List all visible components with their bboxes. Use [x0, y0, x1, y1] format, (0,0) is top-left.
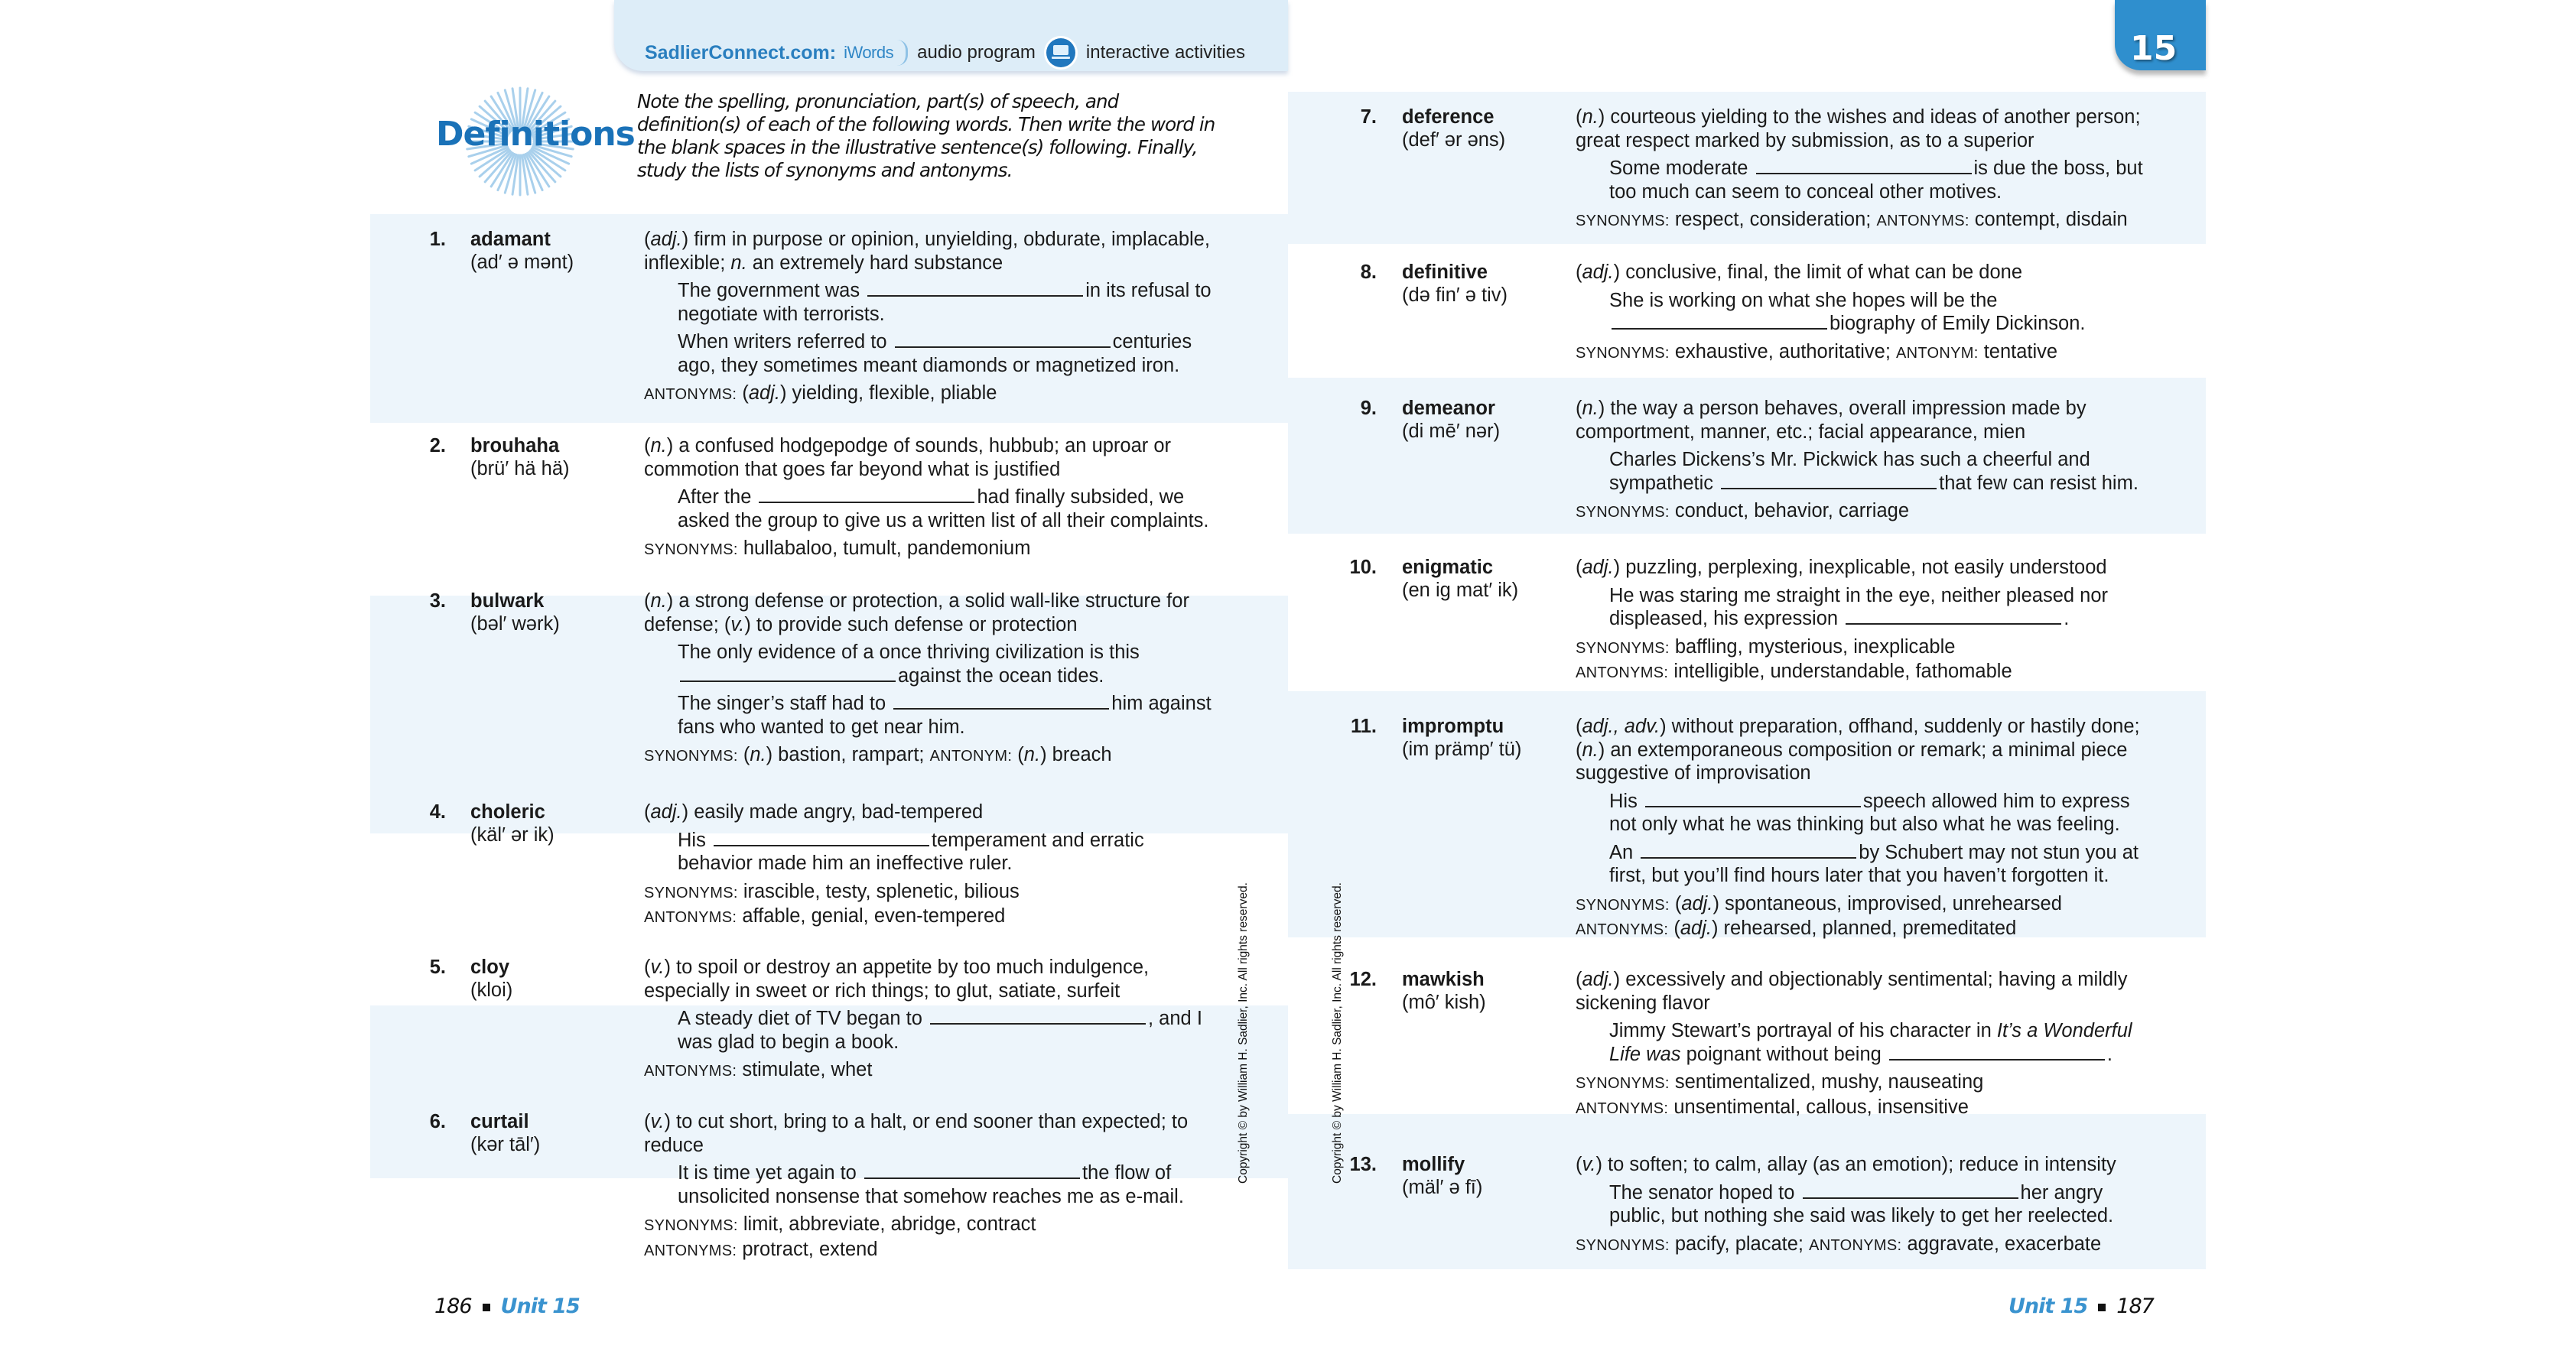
example-text: The only evidence of a once thriving civilization is this [678, 642, 1140, 663]
definition-text: conclusive, final, the limit of what can be done [1620, 261, 2023, 283]
example-text: against the ocean tides. [898, 664, 1104, 687]
text-run: baffling, mysterious, inexplicable [1669, 635, 1956, 658]
example-text: temperament and erratic behavior made him an ineffective ruler. [678, 829, 1144, 874]
example-sentence [678, 279, 1224, 326]
example-text: is due the boss, but too much can seem to conceal other motives. [1609, 158, 2143, 203]
italic-text: adj. [1680, 918, 1712, 939]
definition-block [1576, 715, 2155, 942]
part-of-speech: n. [730, 252, 747, 274]
example-text: , and I was glad to begin a book. [678, 1008, 1202, 1053]
synonyms-label: SYNONYMS: [644, 1217, 738, 1234]
part-of-speech: adj. [1582, 969, 1614, 990]
entry-number: 1. [429, 229, 446, 250]
pronunciation: (kər tāl′) [470, 1134, 541, 1155]
synonym-antonym-line [1576, 1070, 2155, 1096]
text-run: irascible, testy, splenetic, bilious [737, 880, 1020, 902]
definition-text: ) to provide such defense or protection [744, 613, 1078, 635]
entry-number: 7. [1360, 106, 1377, 128]
example-sentence [678, 692, 1224, 739]
definition-text: a strong defense or protection, a solid wall-like structure for defense; ( [644, 590, 1189, 635]
text-run: unsentimental, callous, insensitive [1668, 1096, 1969, 1118]
part-of-speech: v. [730, 613, 745, 635]
example-text: centuries ago, they sometimes meant diamonds or magnetized iron. [678, 331, 1192, 376]
definition-text: an extremely hard substance [746, 252, 1003, 274]
headword: choleric [470, 801, 545, 823]
pronunciation: (ad′ ə mənt) [470, 252, 574, 273]
example-text: An [1609, 841, 1639, 863]
part-of-speech: adj. [1582, 261, 1614, 283]
synonym-antonym-line [1576, 635, 2155, 661]
answer-blank[interactable] [864, 1176, 1080, 1179]
antonyms-label: ANTONYMS: [644, 1063, 737, 1080]
synonyms-label: SYNONYMS: [644, 748, 738, 765]
audio-program-label[interactable]: audio program [917, 42, 1036, 63]
text-run: ( [737, 382, 749, 404]
definition: (adj.) puzzling, perplexing, inexplicable, not easily understood [1576, 557, 2107, 578]
text-run: pacify, placate; [1669, 1233, 1810, 1255]
answer-blank[interactable] [1645, 804, 1861, 807]
synonyms-label: SYNONYMS: [1576, 639, 1670, 657]
synonym-antonym-line [1576, 499, 2155, 525]
part-of-speech: adj., adv. [1582, 716, 1660, 737]
example-sentence [678, 1161, 1224, 1208]
text-run: sentimentalized, mushy, nauseating [1669, 1071, 1984, 1093]
page-number-right: 187 [2116, 1294, 2154, 1318]
italic-text: n. [750, 744, 766, 765]
definition-block [644, 434, 1224, 562]
answer-blank[interactable] [1721, 486, 1937, 489]
answer-blank[interactable] [759, 500, 974, 503]
part-of-speech: n. [1582, 106, 1599, 128]
antonyms-label: ANTONYMS: [644, 909, 737, 926]
example-text: He was staring me straight in the eye, neither pleased nor displeased, his expression [1609, 584, 2109, 629]
entry-number: 5. [429, 957, 446, 978]
definition: (n.) a strong defense or protection, a solid wall-like structure for defense; (v.) to provide such defense or protection [644, 590, 1189, 635]
example-text: The senator hoped to [1609, 1181, 1800, 1203]
definition-block [644, 1110, 1224, 1262]
pronunciation: (en ig mat′ ik) [1402, 580, 1519, 601]
pronunciation: (də fin′ ə tiv) [1402, 284, 1508, 306]
definition: (adj.) conclusive, final, the limit of what can be done [1576, 261, 2023, 283]
synonym-antonym-line [1576, 1233, 2155, 1258]
definition-block [644, 956, 1224, 1083]
entry-number: 11. [1350, 716, 1377, 737]
part-of-speech: n. [650, 590, 667, 612]
headword: mawkish [1402, 969, 1485, 990]
example-text: When writers referred to [678, 331, 893, 352]
pronunciation: (di mē′ nər) [1402, 421, 1501, 442]
definition: (n.) the way a person behaves, overall impression made by comportment, manner, etc.; facial appearance, mien [1576, 398, 2086, 443]
definition: (v.) to soften; to calm, allay (as an emotion); reduce in intensity [1576, 1154, 2116, 1175]
example-sentence [678, 641, 1224, 687]
synonyms-label: SYNONYMS: [1576, 213, 1670, 229]
headword: impromptu [1402, 716, 1504, 737]
answer-blank[interactable] [1889, 1057, 2105, 1061]
entry-number: 8. [1360, 261, 1377, 283]
synonyms-label: SYNONYMS: [1576, 1075, 1670, 1092]
laptop-icon [1046, 38, 1075, 67]
headword: mollify [1402, 1154, 1465, 1175]
definition-block [1576, 968, 2155, 1120]
synonym-antonym-line [644, 1058, 1224, 1083]
part-of-speech: v. [650, 1111, 665, 1132]
definition-text: to spoil or destroy an appetite by too much indulgence, especially in sweet or rich things; to glut, satiate, surfeit [644, 957, 1150, 1002]
example-sentence [1609, 1019, 2155, 1066]
definition-text: to cut short, bring to a halt, or end sooner than expected; to reduce [644, 1111, 1189, 1156]
headword: definitive [1402, 261, 1488, 283]
example-text: His [1609, 790, 1643, 812]
headphones-icon [895, 40, 908, 66]
headword: bulwark [470, 590, 545, 612]
example-text: that few can resist him. [1939, 472, 2139, 494]
text-run: exhaustive, authoritative; [1669, 340, 1896, 362]
part-of-speech: n. [650, 435, 667, 456]
definition: (adj.) easily made angry, bad-tempered [644, 801, 984, 823]
definition-text: puzzling, perplexing, inexplicable, not easily understood [1620, 557, 2107, 578]
title-italic: It’s a Wonderful Life was [1609, 1020, 2132, 1065]
synonym-antonym-line [644, 743, 1224, 768]
headword: curtail [470, 1111, 529, 1132]
definition-block [644, 590, 1224, 768]
part-of-speech: v. [650, 957, 665, 978]
part-of-speech: n. [1582, 739, 1599, 761]
headword: cloy [470, 957, 510, 978]
example-text: her angry public, but nothing she said was likely to get her reelected. [1609, 1181, 2114, 1226]
definition-text: firm in purpose or opinion, unyielding, obdurate, implacable, inflexible; [644, 229, 1210, 274]
text-run: ) bastion, rampart; [766, 744, 930, 765]
definition-text: the way a person behaves, overall impression made by comportment, manner, etc.; facial appearance, mien [1576, 398, 2086, 443]
entry-number: 12. [1349, 969, 1377, 990]
answer-blank[interactable] [867, 294, 1083, 297]
definition: (adj., adv.) without preparation, offhand, suddenly or hastily done; (n.) an extemporaneous composition or remark; a minimal piece suggestive of improvisation [1576, 716, 2140, 784]
example-text: Charles Dickens’s Mr. Pickwick has such a cheerful and sympathetic [1609, 449, 2090, 494]
text-run: ( [1012, 744, 1024, 765]
antonyms-label: ANTONYMS: [1576, 1100, 1669, 1117]
copyright-left: Copyright © by William H. Sadlier, Inc. All rights reserved. [1237, 882, 1250, 1184]
example-text: Some moderate [1609, 158, 1754, 179]
resource-links [645, 40, 1245, 66]
definition: (v.) to spoil or destroy an appetite by too much indulgence, especially in sweet or rich things; to glut, satiate, surfeit [644, 957, 1150, 1002]
example-text: Jimmy Stewart’s portrayal of his character in It’s a Wonderful Life was poignant without being [1609, 1020, 2132, 1065]
text-run: intelligible, understandable, fathomable [1668, 661, 2012, 682]
part-of-speech: adj. [1582, 557, 1614, 578]
text-run: contempt, disdain [1969, 209, 2128, 230]
copyright-right: Copyright © by William H. Sadlier, Inc. All rights reserved. [1331, 882, 1344, 1184]
definition-text: without preparation, offhand, suddenly or hastily done; ( [1576, 716, 2140, 761]
pronunciation: (bəl′ wərk) [470, 613, 560, 635]
definition-block [1576, 556, 2155, 685]
answer-blank[interactable] [1803, 1196, 2018, 1199]
example-text: speech allowed him to express not only what he was thinking but also what he was feeling. [1609, 790, 2130, 835]
square-bullet-icon [483, 1304, 490, 1311]
answer-blank[interactable] [893, 706, 1109, 710]
pronunciation: (im prämp′ tü) [1402, 739, 1522, 760]
section-title: Definitions [436, 115, 635, 154]
synonyms-label: SYNONYMS: [1576, 1236, 1670, 1254]
synonym-antonym-line [644, 1213, 1224, 1238]
example-sentence [678, 330, 1224, 377]
example-sentence [678, 486, 1224, 532]
pronunciation: (mäl′ ə fī) [1402, 1177, 1483, 1198]
example-sentence [1609, 157, 2155, 203]
definition-block [1576, 261, 2155, 365]
synonym-antonym-line [1576, 340, 2155, 365]
page-number-left: 186 [434, 1294, 472, 1318]
example-text: had finally subsided, we asked the group to give us a written list of all their complaints. [678, 486, 1209, 531]
example-sentence [1609, 1181, 2155, 1228]
synonym-antonym-line [1576, 208, 2155, 233]
answer-blank[interactable] [1846, 622, 2061, 625]
headword: deference [1402, 106, 1495, 128]
text-run: ) breach [1040, 744, 1112, 765]
example-text: She is working on what she hopes will be the [1609, 289, 1998, 311]
example-text: the flow of unsolicited nonsense that somehow reaches me as e-mail. [678, 1162, 1184, 1207]
example-sentence [1609, 841, 2155, 888]
text-run: respect, consideration; [1669, 209, 1877, 230]
unit-badge [2115, 0, 2206, 70]
part-of-speech: n. [1582, 398, 1599, 419]
text-run: hullabaloo, tumult, pandemonium [737, 538, 1031, 559]
entry-number: 9. [1360, 398, 1377, 419]
example-text: by Schubert may not stun you at first, but you’ll find hours later that you haven’t forgotten it. [1609, 841, 2139, 886]
synonym-antonym-line [1576, 660, 2155, 685]
antonyms-label: ANTONYMS: [1876, 213, 1969, 229]
example-text: The government was [678, 280, 866, 301]
answer-blank[interactable] [714, 843, 929, 846]
synonyms-label: SYNONYMS: [1576, 896, 1670, 914]
synonyms-label: SYNONYMS: [644, 541, 738, 558]
entry-number: 3. [429, 590, 446, 612]
synonyms-label: SYNONYMS: [1576, 504, 1670, 521]
site-link[interactable]: SadlierConnect.com: [645, 41, 837, 63]
text-run: ) rehearsed, planned, premeditated [1711, 918, 2017, 939]
synonym-antonym-line [644, 905, 1224, 930]
part-of-speech: v. [1582, 1154, 1596, 1175]
definition: (n.) a confused hodgepodge of sounds, hubbub; an uproar or commotion that goes far beyond what is justified [644, 435, 1172, 480]
text-run: ) yielding, flexible, pliable [779, 382, 997, 404]
synonym-antonym-line [1576, 917, 2155, 942]
text-run: affable, genial, even-tempered [737, 905, 1006, 927]
pronunciation: (käl′ ər ik) [470, 824, 555, 846]
text-run: stimulate, whet [737, 1059, 873, 1080]
square-bullet-icon [2098, 1304, 2106, 1311]
answer-blank[interactable] [680, 679, 896, 682]
entry-number: 10. [1349, 557, 1377, 578]
antonyms-label: ANTONYMS: [1576, 664, 1669, 681]
text-run: conduct, behavior, carriage [1669, 500, 1910, 521]
example-text: . [2106, 1043, 2113, 1065]
example-sentence [1609, 584, 2155, 631]
definition: (adj.) firm in purpose or opinion, unyielding, obdurate, implacable, inflexible; n. an extremely hard substance [644, 229, 1210, 274]
text-run: ) spontaneous, improvised, unrehearsed [1712, 892, 2062, 914]
antonyms-label: ANTONYMS: [644, 1242, 737, 1259]
example-sentence [1609, 448, 2155, 495]
example-text: The singer’s staff had to [678, 693, 892, 714]
answer-blank[interactable] [1612, 326, 1827, 330]
definition-block [1576, 106, 2155, 233]
definition-text: easily made angry, bad-tempered [688, 801, 984, 823]
example-text: him against fans who wanted to get near him. [678, 693, 1212, 738]
text-run: ( [1668, 918, 1680, 939]
definition-text: courteous yielding to the wishes and ideas of another person; great respect marked by submission, as to a superior [1576, 106, 2141, 151]
example-text: After the [678, 486, 757, 508]
text-run: ( [1669, 892, 1682, 914]
section-instructions: Note the spelling, pronunciation, part(s) of speech, and definition(s) of each of the following words. Then write the word in the blank spaces in the illustrative sentence(s) following. Finally, study the lists of synonyms and antonyms. [637, 90, 1215, 181]
definition-block [1576, 1153, 2155, 1257]
entry-number: 13. [1349, 1154, 1377, 1175]
synonym-antonym-line [644, 382, 1224, 407]
definition-text: ) an extemporaneous composition or remark; a minimal piece suggestive of improvisation [1576, 739, 2128, 784]
answer-blank[interactable] [930, 1022, 1146, 1025]
answer-blank[interactable] [895, 345, 1111, 348]
part-of-speech: adj. [650, 229, 682, 250]
antonyms-label: ANTONYM: [929, 748, 1013, 765]
definition-text: excessively and objectionably sentimental; having a mildly sickening flavor [1576, 969, 2128, 1014]
italic-text: adj. [748, 382, 780, 404]
iwords-logo: iWords [844, 43, 894, 62]
definition: (adj.) excessively and objectionably sentimental; having a mildly sickening flavor [1576, 969, 2128, 1014]
text-run: ( [737, 744, 750, 765]
antonyms-label: ANTONYMS: [644, 386, 737, 403]
example-text: A steady diet of TV began to [678, 1008, 929, 1029]
text-run: protract, extend [737, 1238, 878, 1260]
headword: adamant [470, 229, 551, 250]
definition: (v.) to cut short, bring to a halt, or end sooner than expected; to reduce [644, 1111, 1189, 1156]
interactive-activities-label[interactable]: interactive activities [1085, 42, 1245, 63]
example-sentence [678, 1007, 1224, 1054]
synonym-antonym-line [644, 880, 1224, 905]
example-sentence [1609, 289, 2155, 336]
unit-label-left: Unit 15 [500, 1294, 580, 1318]
example-sentence [678, 829, 1224, 875]
definition-block [644, 228, 1224, 407]
answer-blank[interactable] [1641, 856, 1856, 859]
synonym-antonym-line [1576, 1096, 2155, 1121]
entry-number: 4. [429, 801, 446, 823]
example-text: in its refusal to negotiate with terrorists. [678, 280, 1212, 325]
text-run: limit, abbreviate, abridge, contract [737, 1213, 1036, 1235]
example-text: . [2064, 608, 2070, 629]
italic-text: n. [1023, 744, 1041, 765]
antonyms-label: ANTONYM: [1896, 344, 1979, 362]
synonym-antonym-line [644, 537, 1224, 562]
headword: enigmatic [1402, 557, 1494, 578]
example-text: biography of Emily Dickinson. [1830, 313, 2086, 334]
entry-number: 6. [429, 1111, 446, 1132]
part-of-speech: adj. [650, 801, 682, 823]
answer-blank[interactable] [1756, 171, 1972, 174]
headword: demeanor [1402, 398, 1495, 419]
pronunciation: (kloi) [470, 979, 513, 1001]
text-run: aggravate, exacerbate [1901, 1233, 2102, 1255]
unit-label-right: Unit 15 [2008, 1294, 2088, 1318]
italic-text: adj. [1681, 892, 1713, 914]
definition-block [1576, 397, 2155, 525]
definition-text: a confused hodgepodge of sounds, hubbub; an uproar or commotion that goes far beyond what is justified [644, 435, 1172, 480]
definition: (n.) courteous yielding to the wishes and ideas of another person; great respect marked by submission, as to a superior [1576, 106, 2141, 151]
footer-left [434, 1294, 580, 1318]
synonym-antonym-line [1576, 892, 2155, 918]
entry-number: 2. [429, 435, 446, 456]
definition-block [644, 801, 1224, 930]
definition-text: to soften; to calm, allay (as an emotion); reduce in intensity [1602, 1154, 2116, 1175]
footer-right [2008, 1294, 2154, 1318]
example-sentence [1609, 790, 2155, 836]
pronunciation: (mô′ kish) [1402, 992, 1486, 1013]
unit-badge-number: 15 [2130, 29, 2178, 68]
pronunciation: (def′ ər əns) [1402, 129, 1506, 151]
synonym-antonym-line [644, 1238, 1224, 1263]
synonyms-label: SYNONYMS: [1576, 344, 1670, 362]
antonyms-label: ANTONYMS: [1576, 921, 1669, 938]
example-text: It is time yet again to [678, 1162, 862, 1184]
text-run: tentative [1978, 340, 2058, 362]
headword: brouhaha [470, 435, 560, 456]
synonyms-label: SYNONYMS: [644, 884, 738, 901]
pronunciation: (brü′ hä hä) [470, 458, 570, 479]
example-text: His [678, 829, 711, 851]
antonyms-label: ANTONYMS: [1809, 1236, 1902, 1254]
